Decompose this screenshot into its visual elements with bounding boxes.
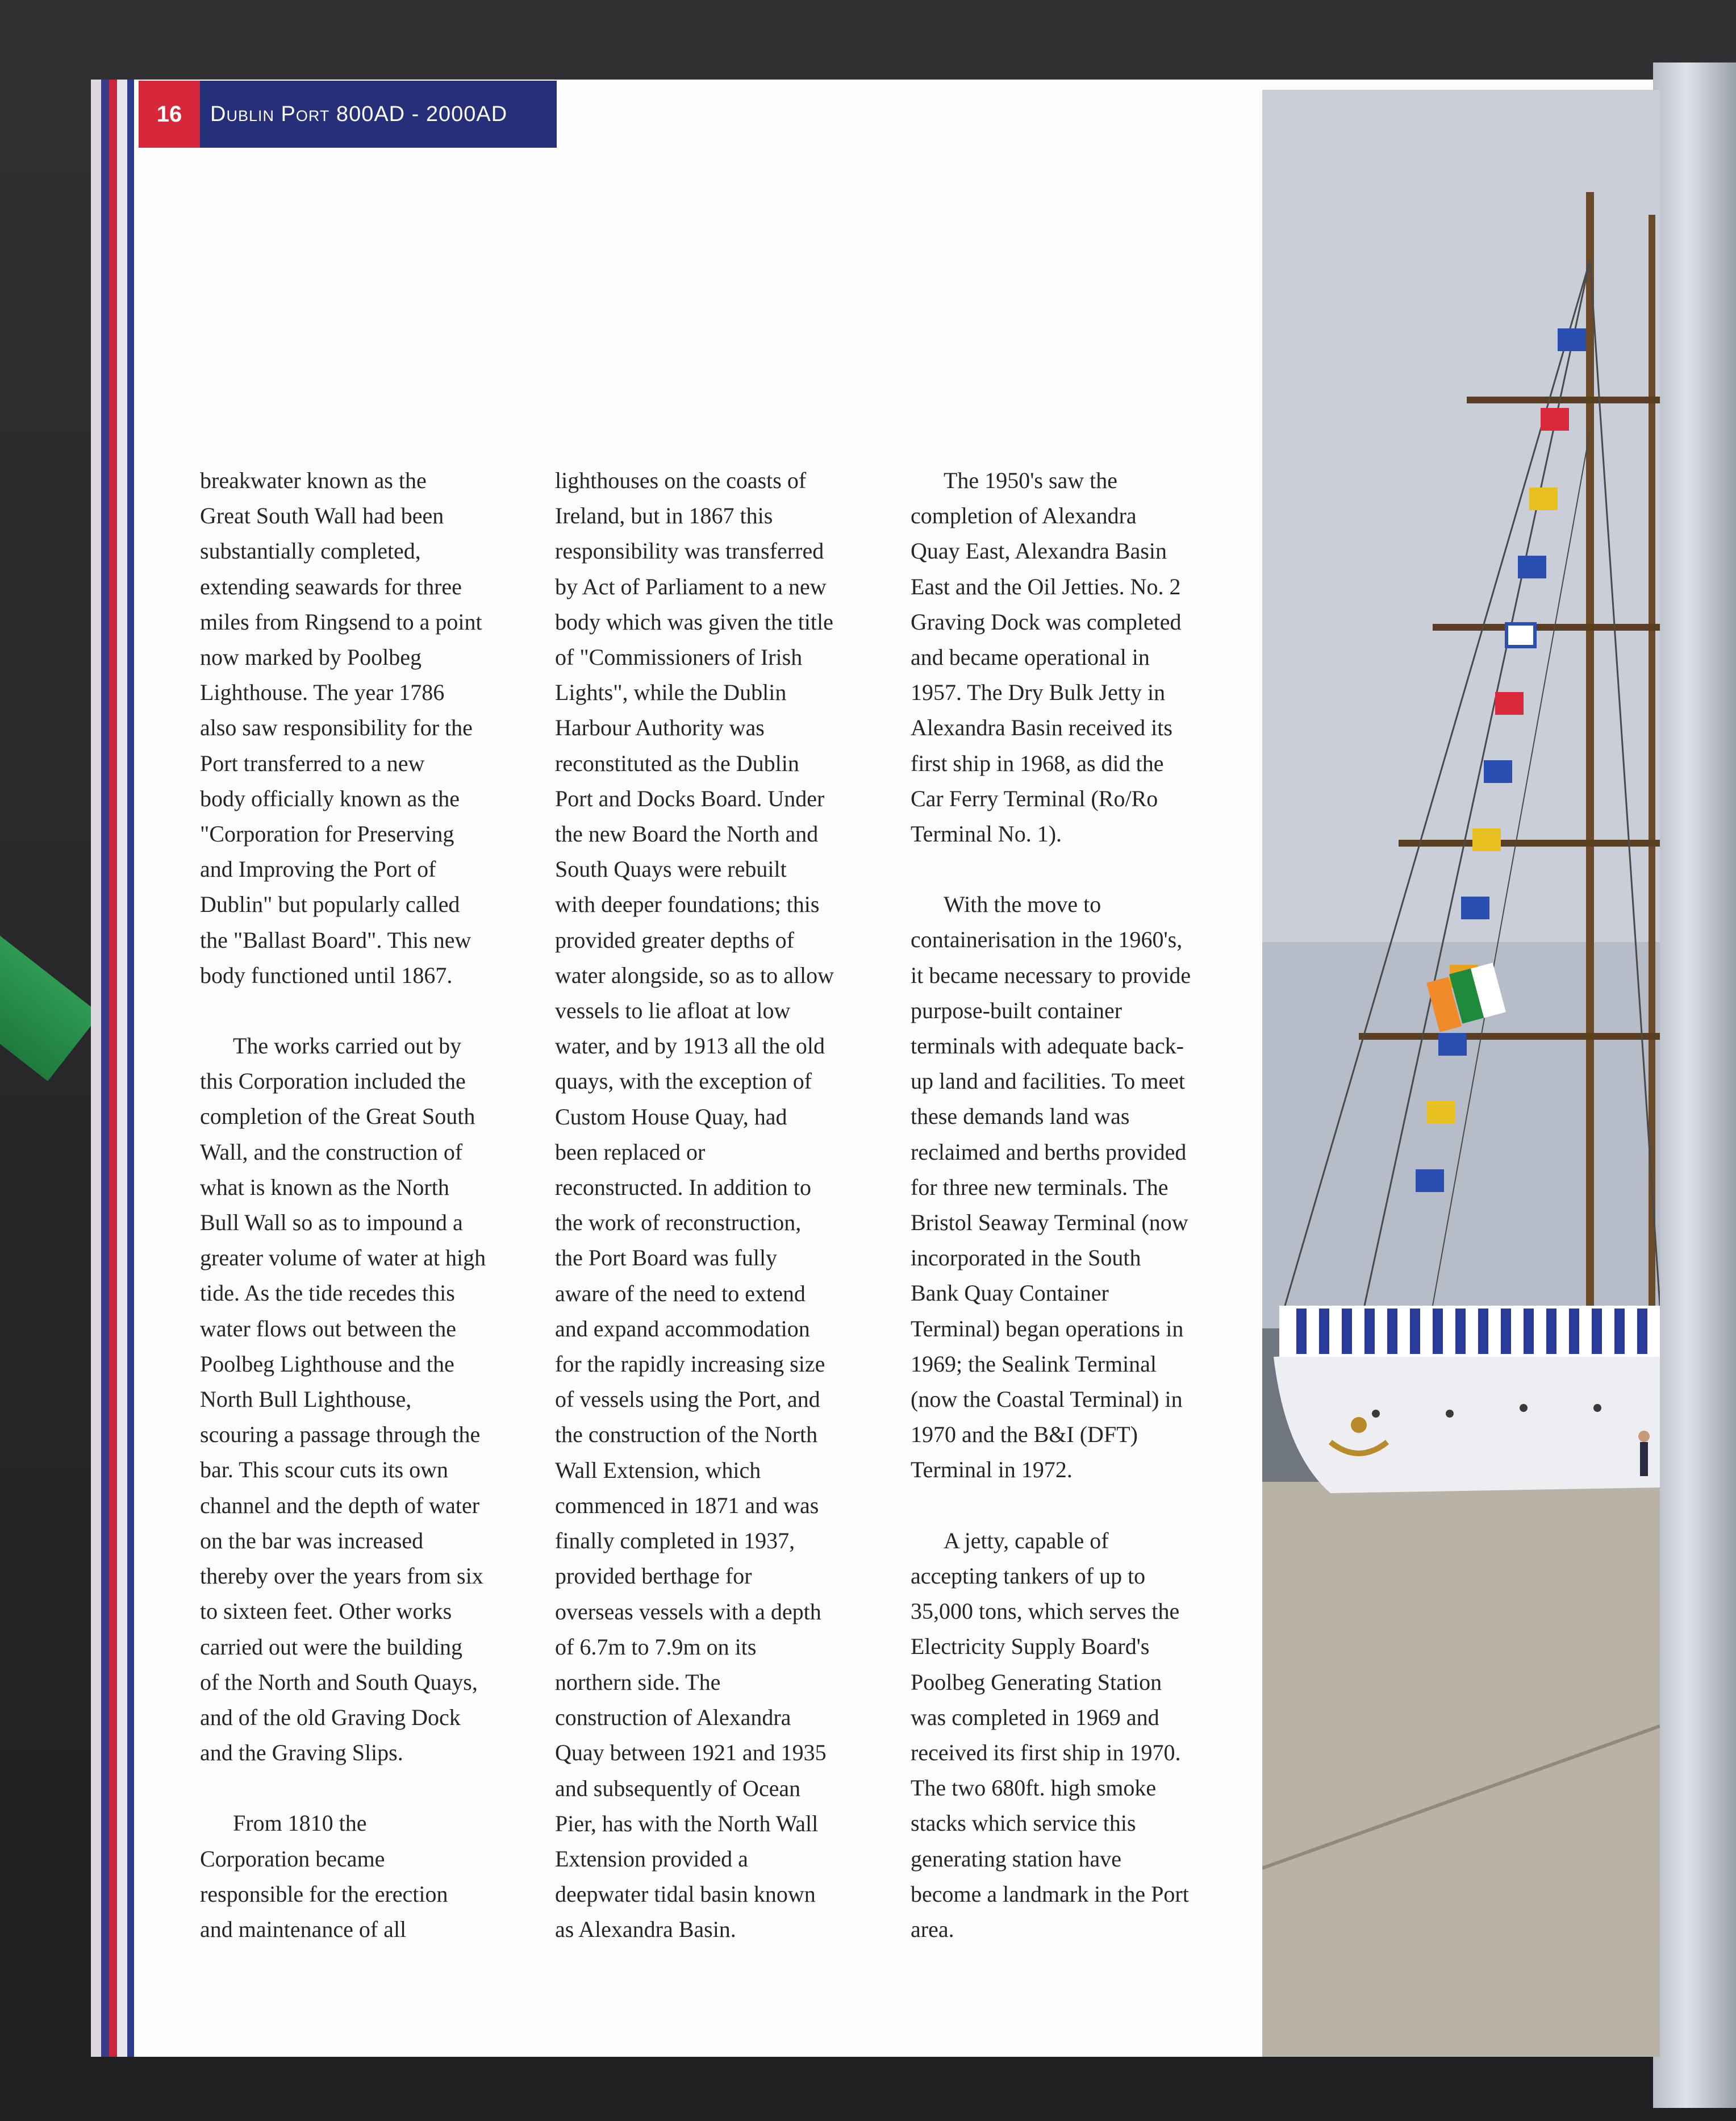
- running-header: [139, 81, 557, 148]
- page-edge: [117, 80, 127, 2057]
- page-edge: [127, 80, 134, 2057]
- page-edge: [109, 80, 117, 2057]
- text-column-3: [911, 463, 1217, 1947]
- paragraph: From 1810 the Corporation became responsible for the erection and maintenance of all: [200, 1810, 448, 1942]
- paragraph: With the move to containerisation in the 1960's, it became necessary to provide purpose-built container terminals with adequate back- up land and facilities. To meet these demands land was reclaimed and berths provided for three new terminals. The Bristol Seaway Terminal (now incorporated in the South Bank Quay Container Terminal) began operations in 1969; the Sealink Terminal (now the Coastal Terminal) in 1970 and the B&I (DFT) Terminal in 1972.: [911, 891, 1191, 1483]
- page-edge: [101, 80, 109, 2057]
- page-edge: [91, 80, 101, 2057]
- book-spine: [1653, 62, 1736, 2108]
- text-column-1: [200, 463, 507, 1947]
- tall-ship-photo: [1262, 90, 1660, 2057]
- text-column-2: [555, 463, 862, 1948]
- paragraph: breakwater known as the Great South Wall had been substantially completed, extending seawards for three miles from Ringsend to a point now marked by Poolbeg Lighthouse. The year 1786 also saw responsibility for the Port transferred to a new body officially known as the "Corporation for Preserving and Improving the Port of Dublin" but popularly called the "Ballast Board". This new body functioned until 1867.: [200, 468, 482, 988]
- publication-title: Dublin Port 800AD - 2000AD: [200, 81, 557, 148]
- page-number: 16: [139, 81, 200, 148]
- paragraph: The works carried out by this Corporation included the completion of the Great South Wall, and the construction of what is known as the North Bull Wall so as to impound a greater volume of water at high tide. As the tide recedes this water flows out between the Poolbeg Lighthouse and the North Bull Lighthouse, scouring a passage through the bar. This scour cuts its own channel and the depth of water on the bar was increased thereby over the years from six to sixteen feet. Other works carried out were the building of the North and South Quays, and of the old Graving Dock and the Graving Slips.: [200, 1033, 486, 1766]
- paragraph: A jetty, capable of accepting tankers of up to 35,000 tons, which serves the Electricity Supply Board's Poolbeg Generating Station was completed in 1969 and received its first ship in 1970. The two 680ft. high smoke stacks which service this generating station have become a landmark in the Port area.: [911, 1527, 1189, 1942]
- tall-ship-illustration: [1262, 90, 1660, 2057]
- paragraph: lighthouses on the coasts of Ireland, but in 1867 this responsibility was transferred by Act of Parliament to a new body which was given the title of "Commissioners of Irish Lights", while the Dublin Harbour Authority was reconstituted as the Dublin Port and Docks Board. Under the new Board the North and South Quays were rebuilt with deeper foundations; this provided greater depths of water alongside, so as to allow vessels to lie afloat at low water, and by 1913 all the old quays, with the exception of Custom House Quay, had been replaced or reconstructed. In addition to the work of reconstruction, the Port Board was fully aware of the need to extend and expand accommodation for the rapidly increasing size of vessels using the Port, and the construction of the North Wall Extension, which commenced in 1871 and was finally completed in 1937, provided berthage for overseas vessels with a depth of 6.7m to 7.9m on its northern side. The construction of Alexandra Quay between 1921 and 1935 and subsequently of Ocean Pier, has with the North Wall Extension provided a deepwater tidal basin known as Alexandra Basin.: [555, 468, 834, 1943]
- paragraph: The 1950's saw the completion of Alexandra Quay East, Alexandra Basin East and the Oil Jetties. No. 2 Graving Dock was completed and became operational in 1957. The Dry Bulk Jetty in Alexandra Basin received its first ship in 1968, as did the Car Ferry Terminal (Ro/Ro Terminal No. 1).: [911, 468, 1182, 847]
